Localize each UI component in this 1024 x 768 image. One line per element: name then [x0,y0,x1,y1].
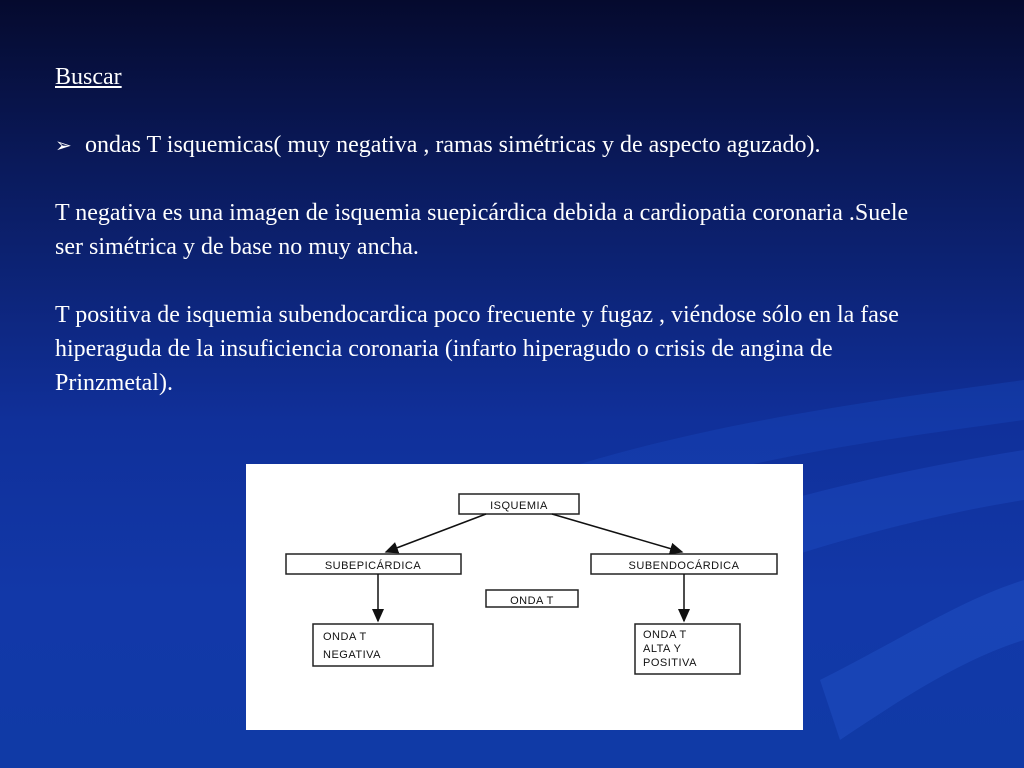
node-onda-t-negativa-line1: ONDA T [323,631,367,643]
node-subendocardica-label: SUBENDOCÁRDICA [628,560,740,572]
slide-text [55,60,915,400]
node-onda-t-center [486,590,578,607]
bullet-text: ondas T isquemicas( muy negativa , ramas simétricas y de aspecto aguzado). [85,132,821,158]
node-onda-t-center-label: ONDA T [510,595,554,607]
node-isquemia-label: ISQUEMIA [490,500,548,512]
slide-heading: Buscar [55,64,122,90]
node-subepicardica [286,554,461,574]
paragraph-t-negativa: T negativa es una imagen de isquemia suepicárdica debida a cardiopatia coronaria .Suele ser simétrica y de base no muy ancha. [55,200,909,260]
bullet-item [55,128,915,162]
node-subendocardica [591,554,777,574]
node-onda-t-negativa-line2: NEGATIVA [323,649,381,661]
arrow-to-subepicardica [386,514,486,552]
paragraph-t-positiva: T positiva de isquemia subendocardica poco frecuente y fugaz , viéndose sólo en la fase hiperaguda de la insuficiencia coronaria (infarto hiperagudo o crisis de angina de Prinzmetal). [55,302,899,396]
arrow-to-subendocardica [552,514,682,552]
node-onda-t-negativa [313,624,433,666]
node-onda-t-positiva-line1: ONDA T [643,629,687,641]
node-onda-t-positiva-line2: ALTA Y [643,643,682,655]
ischemia-diagram [246,464,803,730]
node-isquemia [459,494,579,514]
node-onda-t-positiva-line3: POSITIVA [643,657,697,669]
node-subepicardica-label: SUBEPICÁRDICA [324,560,422,572]
arrow-bullet-icon: ➢ [55,133,72,157]
node-onda-t-positiva [635,624,740,674]
